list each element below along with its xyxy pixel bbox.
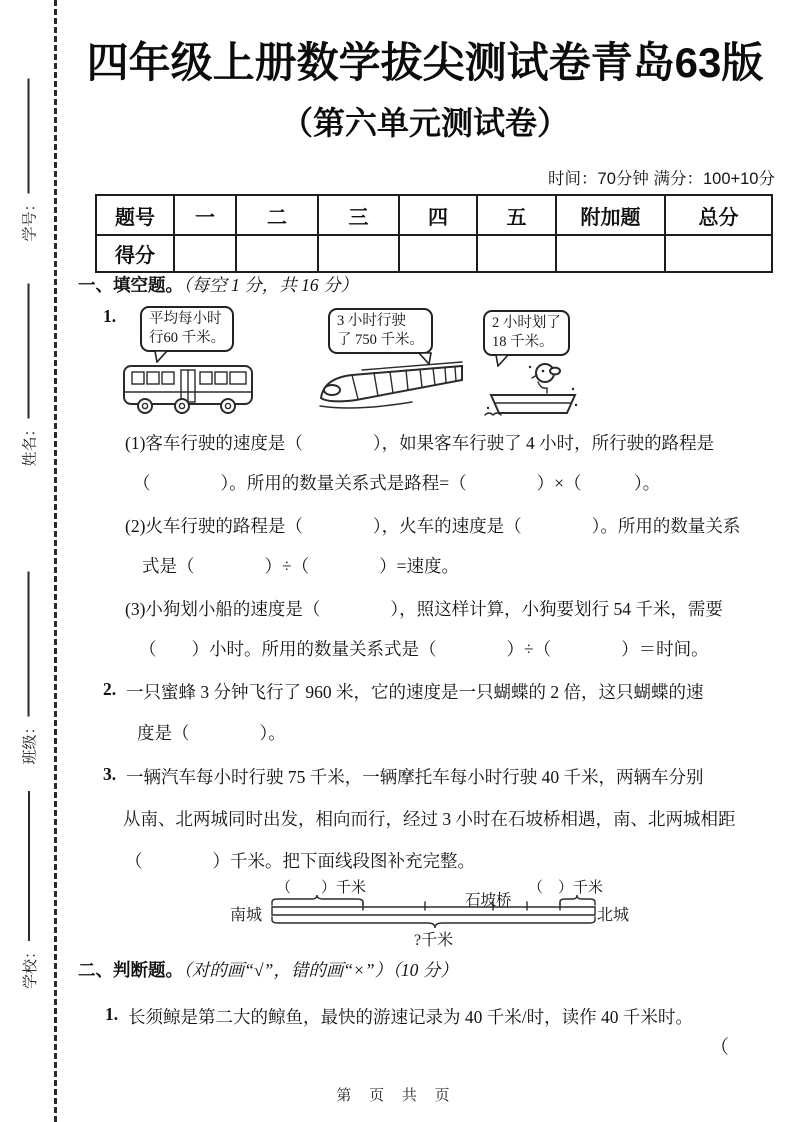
dog-in-boat-icon bbox=[483, 361, 579, 419]
bus-speech-bubble bbox=[140, 306, 234, 352]
student-name-field bbox=[20, 283, 42, 466]
dog-bubble-line2: 18 千米。 bbox=[492, 334, 554, 351]
dog-speech-bubble bbox=[483, 310, 570, 356]
dashed-cut-line bbox=[54, 0, 57, 1122]
train-speech-bubble bbox=[328, 308, 433, 354]
score-table-header-row bbox=[96, 195, 772, 235]
train-figure bbox=[316, 308, 471, 417]
diagram-bridge-label: 石坡桥 bbox=[465, 892, 512, 909]
train-icon bbox=[316, 360, 468, 412]
judge-section-heading bbox=[78, 957, 458, 982]
school-label: 学校： bbox=[23, 943, 40, 990]
q3-line2: 从南、北两城同时出发，相向而行，经过 3 小时在石坡桥相遇，南、北两城相距 bbox=[123, 809, 736, 829]
page-footer: 第 页 共 页 bbox=[336, 1088, 457, 1104]
student-id-label: 学号： bbox=[22, 196, 39, 242]
question-1-number: 1. bbox=[103, 306, 117, 326]
question-2-number: 2. bbox=[103, 679, 117, 699]
score-col-total: 总分 bbox=[665, 195, 772, 235]
class-blank-line bbox=[27, 571, 29, 716]
judge-q1-number: 1. bbox=[105, 1004, 119, 1024]
bus-bubble-line1: 平均每小时 bbox=[149, 311, 222, 327]
page-title: 四年级上册数学拔尖测试卷青岛63版 bbox=[86, 39, 764, 86]
score-cell bbox=[399, 235, 477, 272]
q1-part2-line1: (2)火车行驶的路程是（ ），火车的速度是（ ）。所用的数量关系 bbox=[125, 516, 741, 536]
dog-bubble-line1: 2 小时划了 bbox=[492, 315, 561, 331]
school-field bbox=[20, 791, 42, 989]
judge-section-title: 二、判断题。 bbox=[78, 960, 183, 980]
dog-bubble-tail bbox=[493, 354, 511, 367]
fill-section-title: 一、填空题。 bbox=[78, 275, 183, 295]
score-table bbox=[95, 194, 773, 273]
q2-line1: 一只蜜蜂 3 分钟飞行了 960 米，它的速度是一只蝴蝶的 2 倍，这只蝴蝶的速 bbox=[126, 682, 704, 702]
fill-section-heading bbox=[78, 272, 358, 297]
judge-q1-answer-paren: （ bbox=[710, 1037, 730, 1058]
bus-bubble-tail bbox=[152, 350, 170, 363]
score-cell bbox=[236, 235, 318, 272]
q1-part3-line1: (3)小狗划小船的速度是（ ），照这样计算，小狗要划行 54 千米，需要 bbox=[125, 599, 723, 619]
train-bubble-tail bbox=[416, 352, 434, 365]
score-col-extra: 附加题 bbox=[556, 195, 665, 235]
student-id-field bbox=[20, 78, 42, 241]
diagram-right-blank-label: （ ）千米 bbox=[528, 880, 604, 896]
class-field bbox=[20, 571, 42, 764]
score-cell bbox=[556, 235, 665, 272]
exam-time-score-info: 时间：70分钟 满分：100+10分 bbox=[548, 170, 775, 188]
diagram-total-distance-label: ?千米 bbox=[414, 932, 454, 949]
score-col-1: 一 bbox=[174, 195, 236, 235]
student-name-label: 姓名： bbox=[22, 421, 39, 467]
school-blank-line bbox=[28, 791, 30, 941]
train-bubble-line2: 了 750 千米。 bbox=[337, 332, 424, 349]
bus-bubble-line2: 行60 千米。 bbox=[149, 330, 226, 347]
q1-part1-line1: (1)客车行驶的速度是（ ），如果客车行驶了 4 小时，所行驶的路程是 bbox=[125, 433, 715, 453]
q1-part1-line2: （ ）。所用的数量关系式是路程=（ ）×（ ）。 bbox=[133, 473, 661, 493]
bus-figure bbox=[120, 306, 260, 423]
q2-line2: 度是（ ）。 bbox=[137, 723, 286, 743]
judge-q1-text: 长须鲸是第二大的鲸鱼，最快的游速记录为 40 千米/时，读作 40 千米时。 bbox=[128, 1007, 693, 1027]
train-bubble-line1: 3 小时行驶 bbox=[337, 313, 406, 329]
score-col-3: 三 bbox=[318, 195, 399, 235]
score-col-4: 四 bbox=[399, 195, 477, 235]
score-cell bbox=[174, 235, 236, 272]
score-row-label: 得分 bbox=[96, 235, 174, 272]
score-col-label: 题号 bbox=[96, 195, 174, 235]
student-name-blank-line bbox=[27, 283, 29, 418]
score-cell bbox=[318, 235, 399, 272]
diagram-left-blank-label: （ ）千米 bbox=[276, 880, 367, 896]
question-3-number: 3. bbox=[103, 764, 117, 784]
q3-line3: （ ）千米。把下面线段图补充完整。 bbox=[125, 851, 475, 871]
q3-line1: 一辆汽车每小时行驶 75 千米，一辆摩托车每小时行驶 40 千米，两辆车分别 bbox=[126, 767, 704, 787]
score-cell bbox=[477, 235, 556, 272]
score-col-2: 二 bbox=[236, 195, 318, 235]
class-label: 班级： bbox=[22, 719, 39, 765]
score-col-5: 五 bbox=[477, 195, 556, 235]
dog-boat-figure bbox=[483, 310, 583, 424]
student-id-blank-line bbox=[27, 78, 29, 193]
line-segment-diagram bbox=[228, 872, 718, 957]
fill-section-points-note: （每空 1 分，共 16 分） bbox=[183, 275, 358, 295]
judge-section-points-note: （对的画“√”，错的画“×”）（10 分） bbox=[183, 960, 458, 980]
score-cell bbox=[665, 235, 772, 272]
q1-part3-line2: （ ）小时。所用的数量关系式是（ ）÷（ ）＝时间。 bbox=[139, 639, 709, 659]
bus-icon bbox=[120, 358, 258, 418]
score-table-score-row bbox=[96, 235, 772, 272]
page-subtitle: （第六单元测试卷） bbox=[280, 105, 569, 141]
q1-part2-line2: 式是（ ）÷（ ）=速度。 bbox=[142, 556, 459, 576]
diagram-south-city-label: 南城 bbox=[230, 907, 263, 924]
diagram-north-city-label: 北城 bbox=[597, 907, 630, 924]
